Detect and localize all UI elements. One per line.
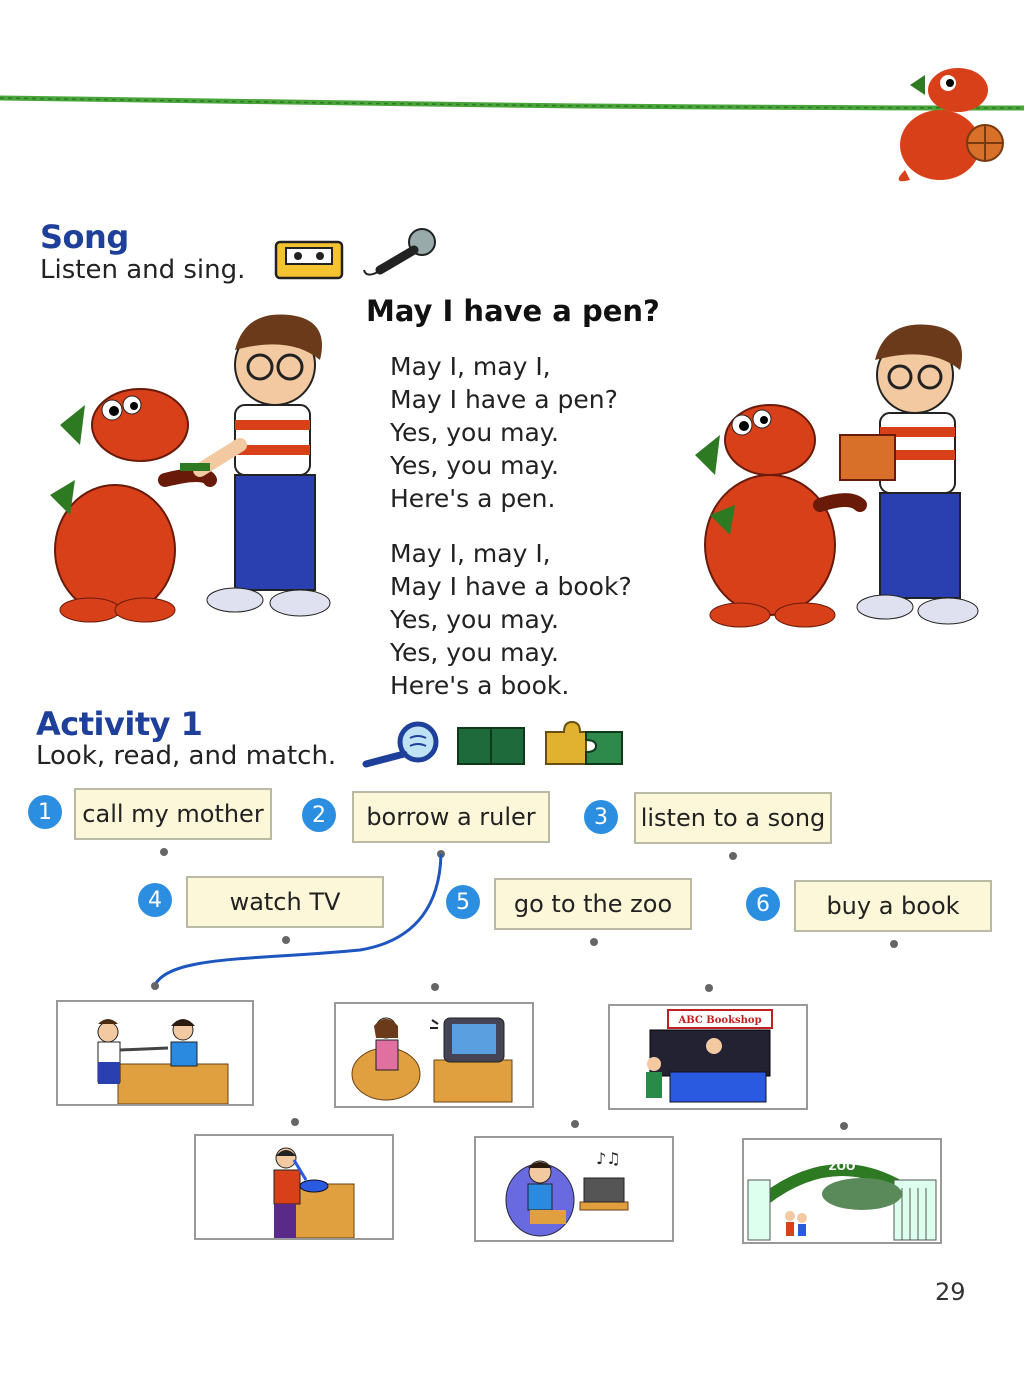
picture-bookshop[interactable] [608, 1004, 808, 1110]
number-badge: 3 [584, 800, 618, 834]
picture-borrow-ruler[interactable] [56, 1000, 254, 1106]
match-dot[interactable] [151, 982, 159, 990]
watch-tv-scene [336, 1004, 532, 1106]
match-dot[interactable] [705, 984, 713, 992]
number-badge: 5 [446, 885, 480, 919]
phrase-box-call-my-mother[interactable]: call my mother [74, 788, 272, 840]
activity-instruction: Look, read, and match. [36, 741, 337, 771]
number-badge: 2 [302, 798, 336, 832]
verse-line: May I, may I, [390, 539, 551, 568]
verse-line: Yes, you may. [390, 418, 559, 447]
bookshop-scene [610, 1006, 806, 1108]
match-dot[interactable] [291, 1118, 299, 1126]
match-dot[interactable] [840, 1122, 848, 1130]
song-heading: Song [40, 218, 129, 256]
verse-line: Yes, you may. [390, 638, 559, 667]
picture-phone-call[interactable] [194, 1134, 394, 1240]
verse-line: May I have a pen? [390, 385, 618, 414]
phrase-box-buy-a-book[interactable]: buy a book [794, 880, 992, 932]
verse-line: May I have a book? [390, 572, 632, 601]
zoo-scene [744, 1140, 940, 1242]
page-number: 29 [935, 1278, 966, 1306]
match-dot[interactable] [571, 1120, 579, 1128]
picture-watch-tv[interactable] [334, 1002, 534, 1108]
verse-line: May I, may I, [390, 352, 551, 381]
song-title: May I have a pen? [366, 294, 660, 328]
bookshop-sign: ABC Bookshop [678, 1015, 762, 1026]
verse-line: Yes, you may. [390, 605, 559, 634]
phrase-box-watch-tv[interactable]: watch TV [186, 876, 384, 928]
phone-call-scene [196, 1136, 392, 1238]
song-instruction: Listen and sing. [40, 255, 246, 285]
picture-zoo[interactable] [742, 1138, 942, 1244]
verse-line: Yes, you may. [390, 451, 559, 480]
phrase-box-listen-to-a-song[interactable]: listen to a song [634, 792, 832, 844]
phrase-box-borrow-a-ruler[interactable]: borrow a ruler [352, 791, 550, 843]
svg-text:♪♫: ♪♫ [596, 1149, 621, 1168]
number-badge: 1 [28, 795, 62, 829]
verse-line: Here's a pen. [390, 484, 556, 513]
verse-line: Here's a book. [390, 671, 570, 700]
number-badge: 6 [746, 887, 780, 921]
phrase-box-go-to-the-zoo[interactable]: go to the zoo [494, 878, 692, 930]
zoo-sign: ZOO [828, 1160, 856, 1173]
borrow-ruler-scene [58, 1002, 252, 1104]
number-badge: 4 [138, 883, 172, 917]
picture-listen-song[interactable] [474, 1136, 674, 1242]
match-dot[interactable] [431, 983, 439, 991]
activity-heading: Activity 1 [36, 705, 203, 743]
listen-song-scene [476, 1138, 672, 1240]
